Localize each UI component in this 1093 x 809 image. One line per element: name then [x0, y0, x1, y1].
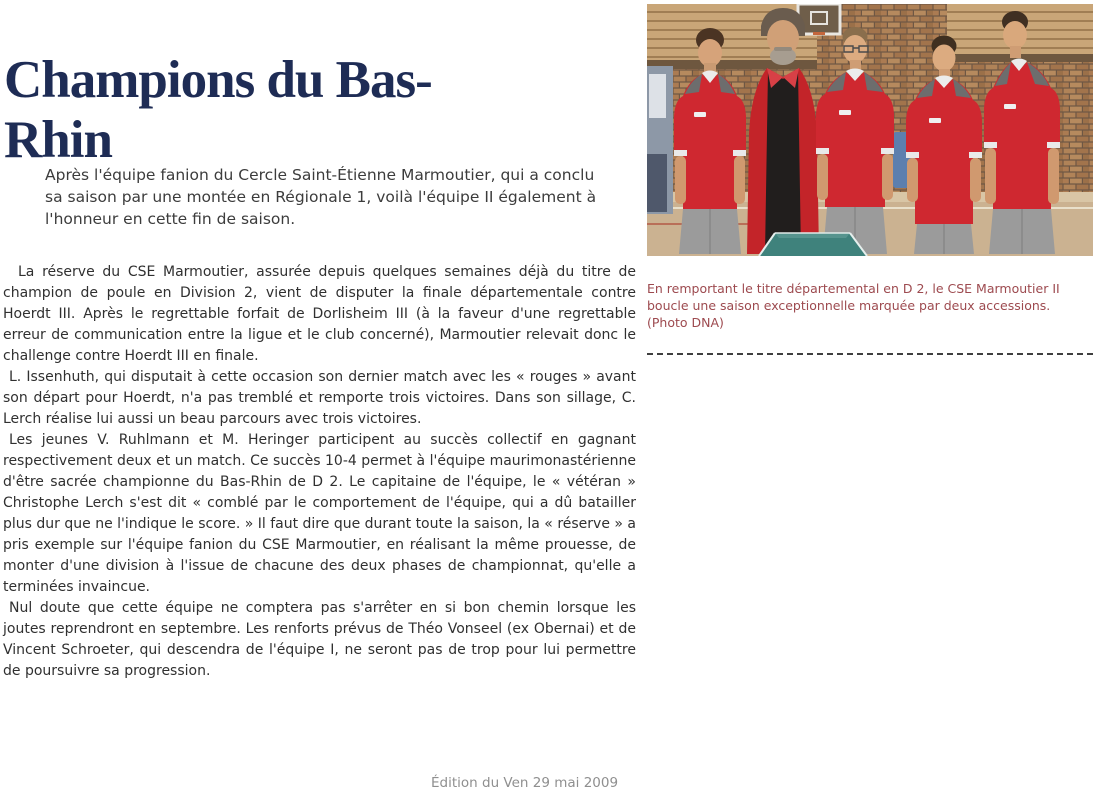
- edition-date: Édition du Ven 29 mai 2009: [431, 775, 619, 791]
- body-paragraph: Les jeunes V. Ruhlmann et M. Heringer participent au succès collectif en gagnant respectivement deux et un match. Ce succès 10-4 permet à l'équipe maurimonastérienne d'être sacrée championne du Bas-Rhin de D 2. Le capitaine de l'équipe, le « vétéran » Christophe Lerch s'est dit « comblé par le comportement de l'équipe, qui a dû batailler plus dur que ne l'indique le score. » Il faut dire que durant toute la saison, la « réserve » a pris exemple sur l'équipe fanion du CSE Marmoutier, en réalisant la même prouesse, de monter d'une division à l'issue de chacune des deux phases de championnat, qu'elle a terminées invaincue.: [3, 432, 636, 595]
- page-title-line: Champions du Bas-: [4, 51, 432, 109]
- page-title: [4, 50, 564, 170]
- photo-caption: En remportant le titre départemental en D 2, le CSE Marmoutier II boucle une saison exceptionnelle marquée par deux accessions. (Photo DNA): [647, 281, 1060, 330]
- team-photo: [647, 4, 1093, 256]
- article-body: [3, 262, 636, 682]
- caption-divider: [647, 353, 1093, 355]
- body-paragraph: L. Issenhuth, qui disputait à cette occasion son dernier match avec les « rouges » avant son départ pour Hoerdt, n'a pas tremblé et remporte trois victoires. Dans son sillage, C. Lerch réalise lui aussi un beau parcours avec trois victoires.: [3, 369, 636, 427]
- team-photo-scene: [647, 4, 1093, 256]
- page-title-line: Rhin: [4, 111, 112, 169]
- table-tennis-table: [759, 233, 867, 256]
- body-paragraph: La réserve du CSE Marmoutier, assurée depuis quelques semaines déjà du titre de champion de poule en Division 2, vient de disputer la finale départementale contre Hoerdt III. Après le regrettable forfait de Dorlisheim III (à la faveur d'une regrettable erreur de communication entre la ligue et le club concerné), Marmoutier relevait donc le challenge contre Hoerdt III en finale.: [3, 264, 636, 364]
- body-paragraph: Nul doute que cette équipe ne comptera pas s'arrêter en si bon chemin lorsque les joutes reprendront en septembre. Les renforts prévus de Théo Vonseel (ex Obernai) et de Vincent Schroeter, qui descendra de l'équipe I, ne seront pas de trop pour lui permettre de poursuivre sa progression.: [3, 600, 636, 679]
- article-lead: Après l'équipe fanion du Cercle Saint-Étienne Marmoutier, qui a conclu sa saison par une montée en Régionale 1, voilà l'équipe II également à l'honneur en cette fin de saison.: [45, 166, 597, 228]
